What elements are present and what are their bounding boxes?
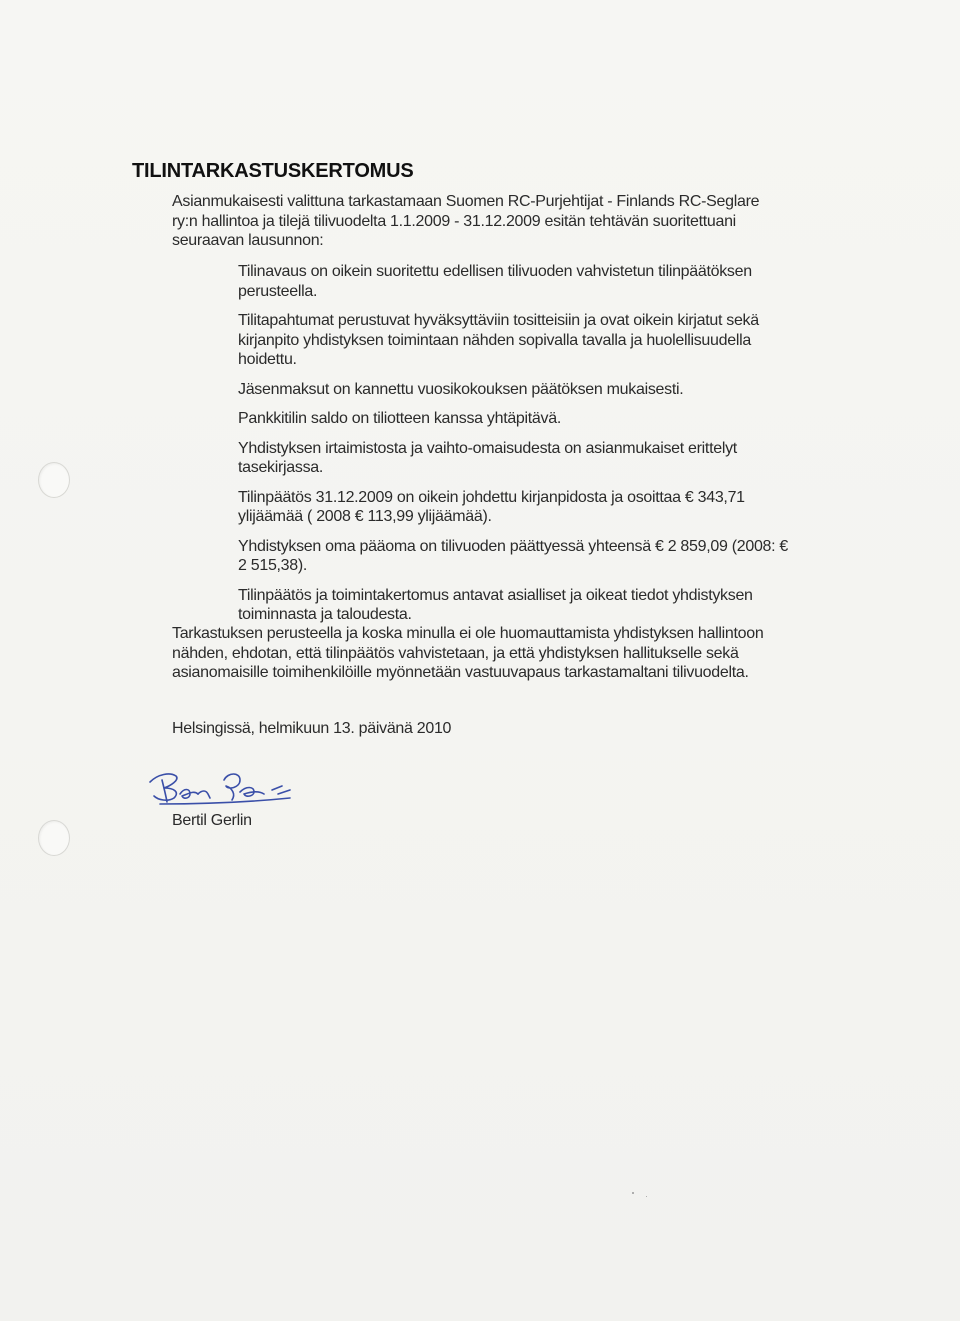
finding-item: Pankkitilin saldo on tiliotteen kanssa yhtäpitävä. (238, 410, 561, 427)
finding-item: Tilitapahtumat perustuvat hyväksyttäviin tositteisiin ja ovat oikein kirjatut sekä kirjanpito yhdistyksen toimintaan nähden sopivalla tavalla ja huolellisuudella hoidettu. (238, 312, 759, 368)
signature-icon (140, 760, 320, 820)
finding-item: Yhdistyksen irtaimistosta ja vaihto-omaisudesta on asianmukaiset erittelyt tasekirjassa. (238, 439, 737, 476)
punch-hole (38, 820, 70, 856)
finding-item: Jäsenmaksut on kannettu vuosikokouksen päätöksen mukaisesti. (238, 380, 684, 398)
finding-item: Tilinavaus on oikein suoritettu edellisen tilivuoden vahvistetun tilinpäätöksen perusteella. (238, 263, 752, 300)
signer-name: Bertil Gerlin (172, 812, 252, 829)
paper-speck (646, 1196, 647, 1197)
paper-speck (632, 1192, 634, 1194)
punch-hole (38, 462, 70, 498)
findings-list (238, 262, 798, 635)
place-and-date: Helsingissä, helmikuun 13. päivänä 2010 (172, 720, 452, 737)
document-title: TILINTARKASTUSKERTOMUS (132, 160, 414, 182)
finding-item: Tilinpäätös ja toimintakertomus antavat asialliset ja oikeat tiedot yhdistyksen toiminnasta ja taloudesta. (238, 586, 753, 623)
finding-item: Yhdistyksen oma pääoma on tilivuoden päättyessä yhteensä € 2 859,09 (2008: € 2 515,38). (238, 537, 789, 574)
conclusion-paragraph: Tarkastuksen perusteella ja koska minulla ei ole huomauttamista yhdistyksen hallintoon nähden, ehdotan, että tilinpäätös vahvistetaan, ja että yhdistyksen hallitukselle sekä asianomaisille toimihenkilöille myönnetään vastuuvapaus tarkastamaltani tilivuodelta. (172, 625, 764, 681)
finding-item: Tilinpäätös 31.12.2009 on oikein johdettu kirjanpidosta ja osoittaa € 343,71 ylijäämää ( 2008 € 113,99 ylijäämää). (238, 488, 745, 525)
intro-paragraph: Asianmukaisesti valittuna tarkastamaan Suomen RC-Purjehtijat - Finlands RC-Seglare ry:n hallintoa ja tilejä tilivuodelta 1.1.2009 - 31.12.2009 esitän tehtävän suoritettuani seuraavan lausunnon: (172, 193, 760, 249)
